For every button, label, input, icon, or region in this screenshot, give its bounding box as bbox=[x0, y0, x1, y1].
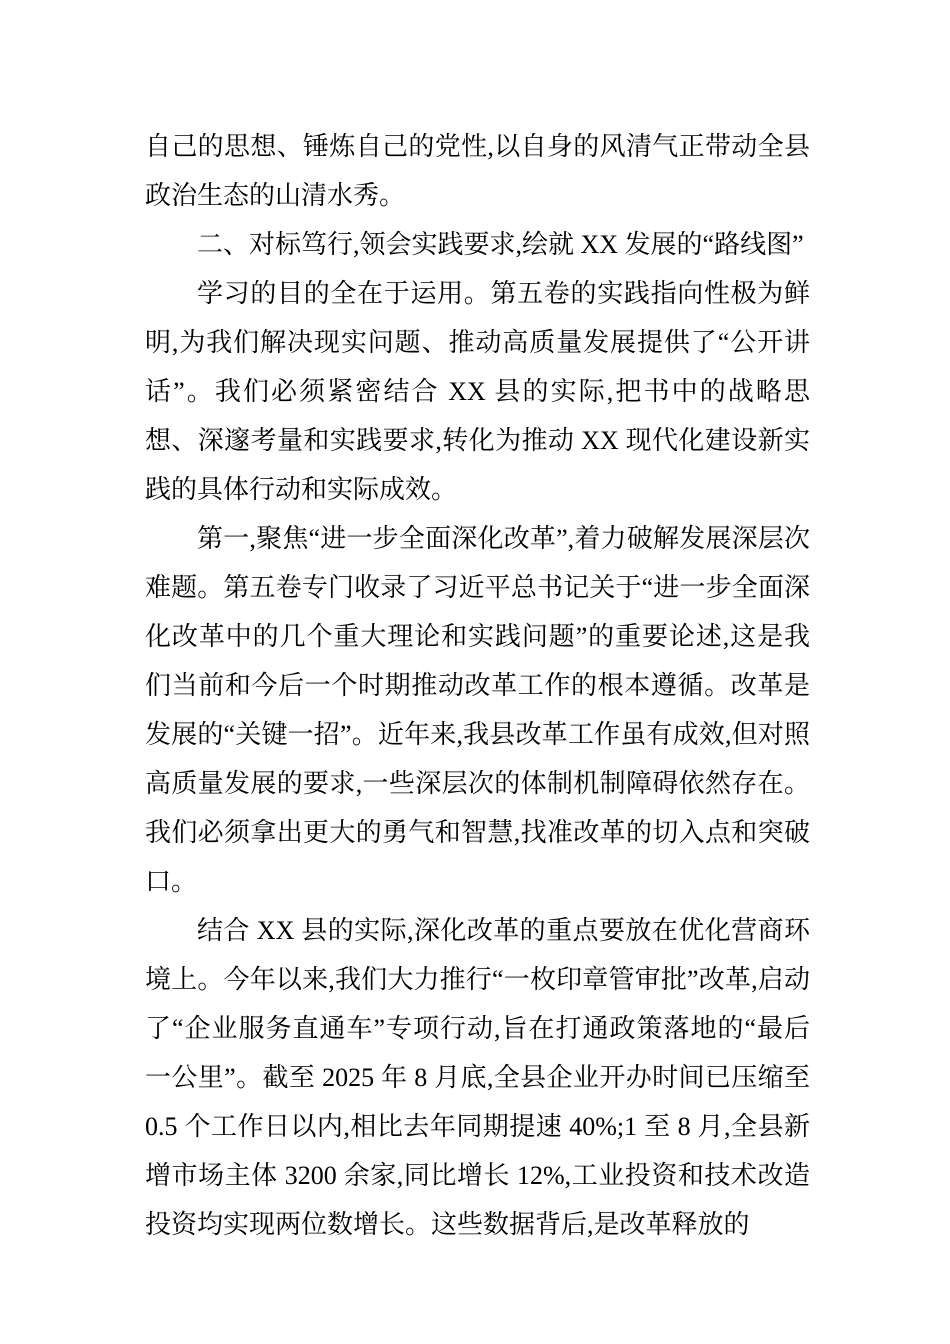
section-heading: 二、对标笃行,领会实践要求,绘就 XX 发展的“路线图” bbox=[197, 230, 804, 259]
document-text-block bbox=[145, 122, 810, 1249]
paragraph-continuation: 自己的思想、锤炼自己的党性,以自身的风清气正带动全县政治生态的山清水秀。 bbox=[145, 132, 810, 210]
paragraph: 第一,聚焦“进一步全面深化改革”,着力破解发展深层次难题。第五卷专门收录了习近平总书记关于“进一步全面深化改革中的几个重大理论和实践问题”的重要论述,这是我们当前和今后一个时期推动改革工作的根本遵循。改革是发展的“关键一招”。近年来,我县改革工作虽有成效,但对照高质量发展的要求,一些深层次的体制机制障碍依然存在。我们必须拿出更大的勇气和智慧,找准改革的切入点和突破口。 bbox=[145, 524, 810, 896]
paragraph: 结合 XX 县的实际,深化改革的重点要放在优化营商环境上。今年以来,我们大力推行“一枚印章管审批”改革,启动了“企业服务直通车”专项行动,旨在打通政策落地的“最后一公里”。截至 2025 年 8 月底,全县企业开办时间已压缩至 0.5 个工作日以内,相比去年同期提速 40%;1 至 8 月,全县新增市场主体 3200 余家,同比增长 12%,工业投资和技术改造投资均实现两位数增长。这些数据背后,是改革释放的 bbox=[145, 916, 810, 1239]
paragraph: 学习的目的全在于运用。第五卷的实践指向性极为鲜明,为我们解决现实问题、推动高质量发展提供了“公开讲话”。我们必须紧密结合 XX 县的实际,把书中的战略思想、深邃考量和实践要求,转化为推动 XX 现代化建设新实践的具体行动和实际成效。 bbox=[145, 279, 810, 504]
